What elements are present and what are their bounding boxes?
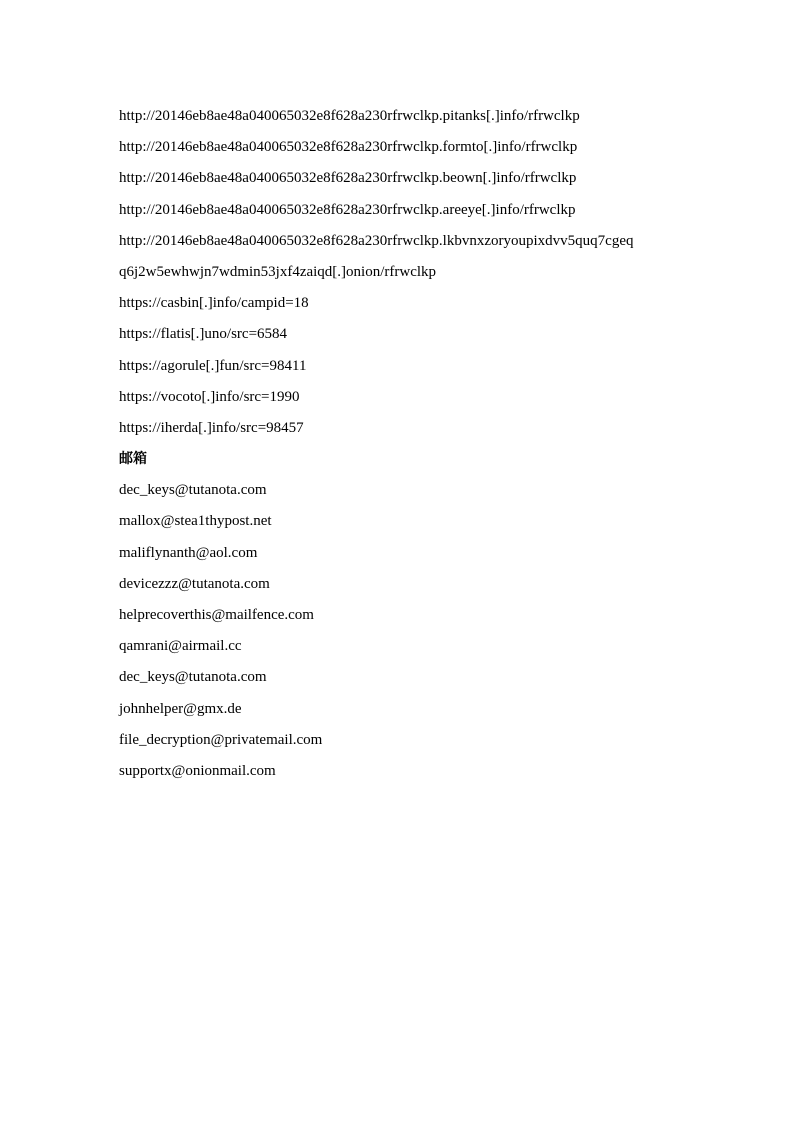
email-line: johnhelper@gmx.de bbox=[119, 700, 242, 717]
email-section-heading: 邮箱 bbox=[119, 451, 147, 468]
url-line: http://20146eb8ae48a040065032e8f628a230rfrwclkp.areeye[.]info/rfrwclkp bbox=[119, 201, 576, 218]
url-line: https://agorule[.]fun/src=98411 bbox=[119, 357, 307, 374]
email-line: file_decryption@privatemail.com bbox=[119, 731, 323, 748]
email-line: dec_keys@tutanota.com bbox=[119, 669, 267, 686]
url-line: https://vocoto[.]info/src=1990 bbox=[119, 388, 300, 405]
email-line: mallox@stea1thypost.net bbox=[119, 513, 272, 530]
email-line: qamrani@airmail.cc bbox=[119, 638, 242, 655]
email-line: helprecoverthis@mailfence.com bbox=[119, 607, 314, 623]
url-line: https://flatis[.]uno/src=6584 bbox=[119, 326, 288, 343]
url-line: https://casbin[.]info/campid=18 bbox=[119, 295, 309, 312]
url-line: q6j2w5ewhwjn7wdmin53jxf4zaiqd[.]onion/rfrwclkp bbox=[119, 263, 437, 280]
url-line: http://20146eb8ae48a040065032e8f628a230rfrwclkp.formto[.]info/rfrwclkp bbox=[119, 139, 578, 156]
url-line: http://20146eb8ae48a040065032e8f628a230rfrwclkp.lkbvnxzoryoupixdvv5quq7cgeq bbox=[119, 232, 634, 249]
document-content bbox=[119, 101, 719, 787]
email-line: devicezzz@tutanota.com bbox=[119, 575, 270, 592]
url-line: http://20146eb8ae48a040065032e8f628a230rfrwclkp.pitanks[.]info/rfrwclkp bbox=[119, 108, 580, 124]
email-line: supportx@onionmail.com bbox=[119, 762, 276, 779]
url-line: http://20146eb8ae48a040065032e8f628a230rfrwclkp.beown[.]info/rfrwclkp bbox=[119, 170, 577, 187]
email-line: maliflynanth@aol.com bbox=[119, 544, 258, 561]
url-line: https://iherda[.]info/src=98457 bbox=[119, 419, 304, 436]
email-line: dec_keys@tutanota.com bbox=[119, 482, 267, 499]
